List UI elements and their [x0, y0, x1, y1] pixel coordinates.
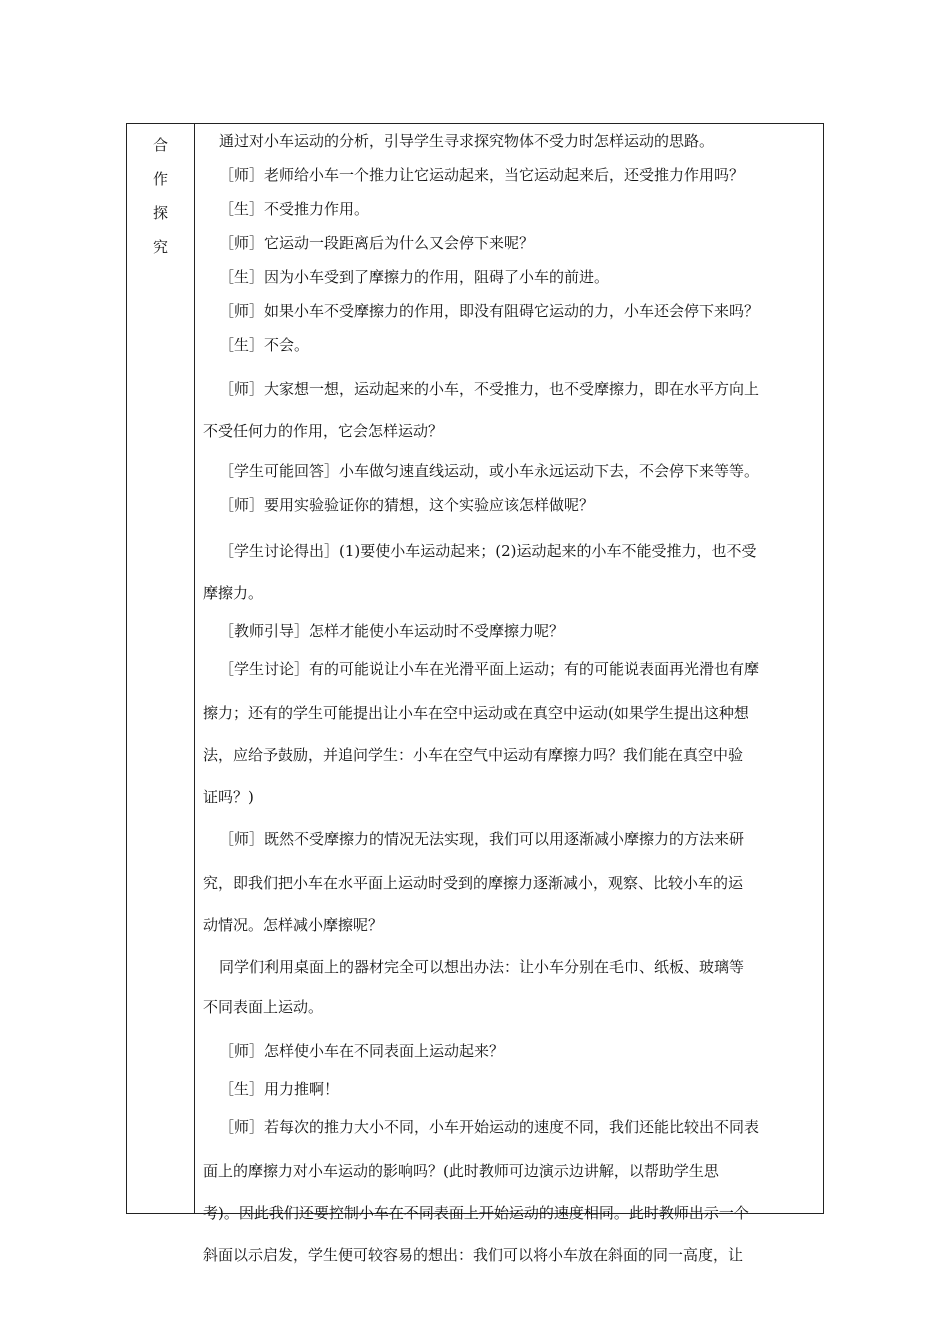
- text-line: 考)。因此我们还要控制小车在不同表面上开始运动的速度相同。此时教师出示一个: [203, 1204, 749, 1222]
- text-line: ［学生讨论得出］(1)要使小车运动起来；(2)运动起来的小车不能受推力，也不受: [219, 542, 757, 560]
- text-line: 不受任何力的作用，它会怎样运动？: [203, 422, 444, 440]
- text-line: ［教师引导］怎样才能使小车运动时不受摩擦力呢？: [219, 622, 565, 640]
- text-line: 通过对小车运动的分析，引导学生寻求探究物体不受力时怎样运动的思路。: [219, 132, 715, 150]
- text-line: ［师］若每次的推力大小不同，小车开始运动的速度不同，我们还能比较出不同表: [219, 1118, 760, 1136]
- text-line: ［生］不受推力作用。: [219, 200, 370, 218]
- text-line: ［师］大家想一想，运动起来的小车，不受推力，也不受摩擦力，即在水平方向上: [219, 380, 760, 398]
- text-line: ［师］既然不受摩擦力的情况无法实现，我们可以用逐渐减小摩擦力的方法来研: [219, 830, 745, 848]
- text-line: 证吗？): [203, 788, 254, 806]
- text-line: 法，应给予鼓励，并追问学生：小车在空气中运动有摩擦力吗？我们能在真空中验: [203, 746, 744, 764]
- text-line: ［师］要用实验验证你的猜想，这个实验应该怎样做呢？: [219, 496, 595, 514]
- text-line: ［学生可能回答］小车做匀速直线运动，或小车永远运动下去，不会停下来等等。: [219, 462, 760, 480]
- section-label-char: 作: [152, 170, 168, 188]
- text-line: 动情况。怎样减小摩擦呢？: [203, 916, 384, 934]
- text-line: 同学们利用桌面上的器材完全可以想出办法：让小车分别在毛巾、纸板、玻璃等: [219, 958, 745, 976]
- section-label: [127, 128, 194, 264]
- text-line: ［师］怎样使小车在不同表面上运动起来？: [219, 1042, 505, 1060]
- text-line: ［学生讨论］有的可能说让小车在光滑平面上运动；有的可能说表面再光滑也有摩: [219, 660, 760, 678]
- text-line: ［师］它运动一段距离后为什么又会停下来呢？: [219, 234, 535, 252]
- text-line: ［师］如果小车不受摩擦力的作用，即没有阻碍它运动的力，小车还会停下来吗？: [219, 302, 760, 320]
- text-line: ［生］不会。: [219, 336, 310, 354]
- text-line: ［师］老师给小车一个推力让它运动起来，当它运动起来后，还受推力作用吗？: [219, 166, 745, 184]
- section-label-char: 探: [152, 204, 168, 222]
- text-line: 擦力；还有的学生可能提出让小车在空中运动或在真空中运动(如果学生提出这种想: [203, 704, 749, 722]
- text-line: ［生］用力推啊！: [219, 1080, 340, 1098]
- text-line: ［生］因为小车受到了摩擦力的作用，阻碍了小车的前进。: [219, 268, 610, 286]
- text-line: 究，即我们把小车在水平面上运动时受到的摩擦力逐渐减小，观察、比较小车的运: [203, 874, 744, 892]
- text-line: 不同表面上运动。: [203, 998, 324, 1016]
- section-label-char: 究: [152, 238, 168, 256]
- column-divider: [194, 124, 195, 1213]
- text-line: 斜面以示启发，学生便可较容易的想出：我们可以将小车放在斜面的同一高度，让: [203, 1246, 744, 1264]
- text-line: 面上的摩擦力对小车运动的影响吗？(此时教师可边演示边讲解，以帮助学生思: [203, 1162, 719, 1180]
- section-label-char: 合: [152, 136, 168, 154]
- text-line: 摩擦力。: [203, 584, 264, 602]
- lesson-table: [126, 123, 824, 1264]
